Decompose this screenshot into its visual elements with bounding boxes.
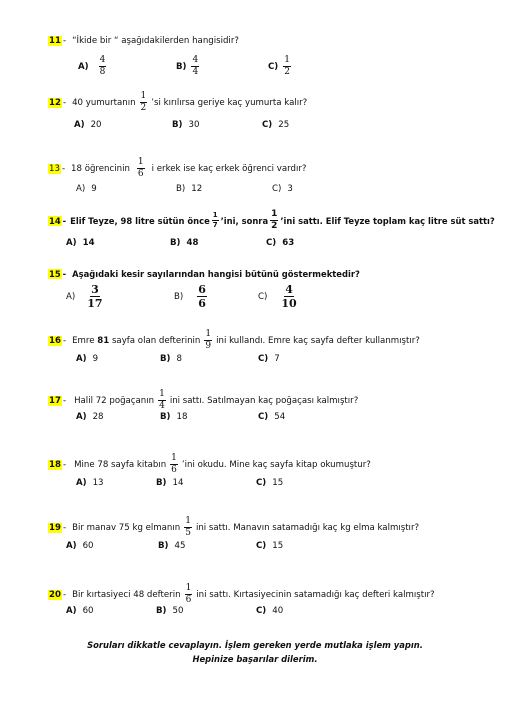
option-a[interactable]: A) 9 xyxy=(76,354,99,364)
question-fraction: $\frac{1}{6}$ xyxy=(137,157,144,179)
option-c[interactable]: C) 7 xyxy=(258,354,280,364)
question-fraction: $\frac{1}{7}$ xyxy=(212,211,218,229)
option-c[interactable]: C) 40 xyxy=(256,606,284,616)
question-text: Aşağıdaki kesir sayılarından hangisi bütünü göstermektedir? xyxy=(72,269,360,279)
option-fraction: $\frac{4}{10}$ xyxy=(281,283,297,310)
question-11-stem xyxy=(48,36,239,46)
question-text: Elif Teyze, 98 litre sütün önce xyxy=(70,215,210,226)
question-15-stem: 15 - Aşağıdaki kesir sayılarından hangisi bütünü göstermektedir? xyxy=(49,269,360,279)
footer-line-2: Hepinize başarılar dilerim. xyxy=(192,654,318,664)
option-b[interactable]: B) 30 xyxy=(172,120,200,130)
question-text: ’ini sattı. Elif Teyze toplam kaç litre süt sattı? xyxy=(280,215,495,226)
option-a[interactable]: A) 9 xyxy=(76,184,97,194)
question-13-stem: 13 - 18 öğrencinin $\frac{1}{6}$ i erkek ise kaç erkek öğrenci vardır? xyxy=(49,157,307,179)
question-19-stem: 19 - Bir manav 75 kg elmanın $\frac{1}{5}$ ini sattı. Manavın satamadığı kaç kg elma kalmıştır? xyxy=(49,516,420,538)
question-number: 15 xyxy=(49,269,61,279)
option-c[interactable] xyxy=(268,56,295,77)
question-number: 11 xyxy=(49,36,61,46)
question-number: 19 xyxy=(49,522,61,533)
option-c[interactable]: C) 15 xyxy=(256,541,284,551)
option-fraction: $\frac{4}{8}$ xyxy=(99,55,106,77)
option-b[interactable] xyxy=(176,56,203,77)
option-label: C) xyxy=(268,61,279,72)
option-a[interactable] xyxy=(78,56,110,77)
question-text: sayfa olan defterinin xyxy=(111,335,201,346)
option-fraction: $\frac{6}{6}$ xyxy=(198,283,206,310)
question-text: ini sattı. Kırtasiyecinin satamadığı kaç defteri kalmıştır? xyxy=(196,589,435,600)
question-text: ’si kırılırsa geriye kaç yumurta kalır? xyxy=(151,97,308,108)
question-text: ’ini, sonra xyxy=(220,215,269,226)
option-label: B) xyxy=(176,61,187,72)
question-14-stem: 14 - Elif Teyze, 98 litre sütün önce $\frac{1}{7}$ ’ini, sonra $\frac{1}{2}$ ’ini sattı. Elif Teyze toplam kaç litre süt sattı? xyxy=(49,209,495,231)
footer-note xyxy=(0,638,510,666)
question-text: ini sattı. Manavın satamadığı kaç kg elma kalmıştır? xyxy=(195,522,420,533)
option-a[interactable]: A) 13 xyxy=(76,478,104,488)
option-fraction: $\frac{4}{4}$ xyxy=(192,55,199,77)
option-b[interactable]: B) 8 xyxy=(160,354,182,364)
question-number: 20 xyxy=(49,589,61,600)
question-text: Emre xyxy=(72,335,95,346)
option-c[interactable]: C) 15 xyxy=(256,478,284,488)
question-number: 17 xyxy=(49,395,61,406)
question-text: “İkide bir “ aşağıdakilerden hangisidir? xyxy=(72,36,239,46)
question-text: i erkek ise kaç erkek öğrenci vardır? xyxy=(151,163,307,174)
option-c[interactable]: C) 63 xyxy=(266,238,295,248)
question-17-stem: 17 - Halil 72 poğaçanın $\frac{1}{4}$ ini sattı. Satılmayan kaç poğaçası kalmıştır? xyxy=(49,389,359,411)
question-text: ini kullandı. Emre kaç sayfa defter kullanmıştır? xyxy=(216,335,420,346)
option-a[interactable]: A) 60 xyxy=(66,541,94,551)
question-fraction: $\frac{1}{4}$ xyxy=(159,389,165,411)
question-text: Bir kırtasiyeci 48 defterin xyxy=(72,589,181,600)
option-b[interactable]: B) $\frac{6}{6}$ xyxy=(174,283,206,310)
question-number: 18 xyxy=(49,459,61,470)
option-fraction: $\frac{1}{2}$ xyxy=(284,55,290,77)
question-text: 40 yumurtanın xyxy=(72,97,136,108)
question-12-stem: 12 - 40 yumurtanın $\frac{1}{2}$ ’si kırılırsa geriye kaç yumurta kalır? xyxy=(49,91,308,113)
question-fraction: $\frac{1}{2}$ xyxy=(140,91,147,113)
question-fraction: $\frac{1}{6}$ xyxy=(185,583,192,605)
question-fraction: $\frac{1}{2}$ xyxy=(271,209,278,231)
footer-line-1: Soruları dikkatle cevaplayın. İşlem gereken yerde mutlaka işlem yapın. xyxy=(87,640,423,650)
option-c[interactable]: C) 3 xyxy=(272,184,293,194)
option-b[interactable]: B) 45 xyxy=(158,541,186,551)
question-text: Mine 78 sayfa kitabın xyxy=(74,459,167,470)
question-18-stem: 18 - Mine 78 sayfa kitabın $\frac{1}{6}$ ’ini okudu. Mine kaç sayfa kitap okumuştur? xyxy=(49,453,371,475)
question-text: ini sattı. Satılmayan kaç poğaçası kalmıştır? xyxy=(169,395,359,406)
option-a[interactable]: A) 14 xyxy=(66,238,95,248)
option-label: A) xyxy=(78,61,89,72)
question-number: 14 xyxy=(49,215,61,226)
option-c[interactable]: C) 25 xyxy=(262,120,290,130)
question-20-stem: 20 - Bir kırtasiyeci 48 defterin $\frac{1}{6}$ ini sattı. Kırtasiyecinin satamadığı kaç defteri kalmıştır? xyxy=(49,583,435,605)
option-c[interactable]: C) 54 xyxy=(258,412,286,422)
option-b[interactable]: B) 50 xyxy=(156,606,184,616)
question-fraction: $\frac{1}{6}$ xyxy=(171,453,177,475)
option-a[interactable]: A) $\frac{3}{17}$ xyxy=(66,283,103,310)
question-text: ’ini okudu. Mine kaç sayfa kitap okumuştur? xyxy=(181,459,371,470)
question-number: 13 xyxy=(49,163,60,174)
question-16-stem: 16 - Emre 81 sayfa olan defterinin $\frac{1}{9}$ ini kullandı. Emre kaç sayfa defter kullanmıştır? xyxy=(49,329,420,351)
question-text: Bir manav 75 kg elmanın xyxy=(72,522,181,533)
question-number: 12 xyxy=(49,97,61,108)
option-c[interactable]: C) $\frac{4}{10}$ xyxy=(258,283,297,310)
option-b[interactable]: B) 14 xyxy=(156,478,184,488)
option-a[interactable]: A) 20 xyxy=(74,120,102,130)
question-text: 18 öğrencinin xyxy=(71,163,130,174)
option-b[interactable]: B) 18 xyxy=(160,412,188,422)
question-text: 81 xyxy=(97,335,110,346)
option-b[interactable]: B) 12 xyxy=(176,184,203,194)
option-b[interactable]: B) 48 xyxy=(170,238,199,248)
option-a[interactable]: A) 60 xyxy=(66,606,94,616)
question-fraction: $\frac{1}{9}$ xyxy=(205,329,212,351)
question-text: Halil 72 poğaçanın xyxy=(74,395,155,406)
option-fraction: $\frac{3}{17}$ xyxy=(87,283,103,310)
question-number: 16 xyxy=(49,335,61,346)
question-fraction: $\frac{1}{5}$ xyxy=(185,516,191,538)
question-dash: - xyxy=(62,36,67,46)
option-a[interactable]: A) 28 xyxy=(76,412,104,422)
